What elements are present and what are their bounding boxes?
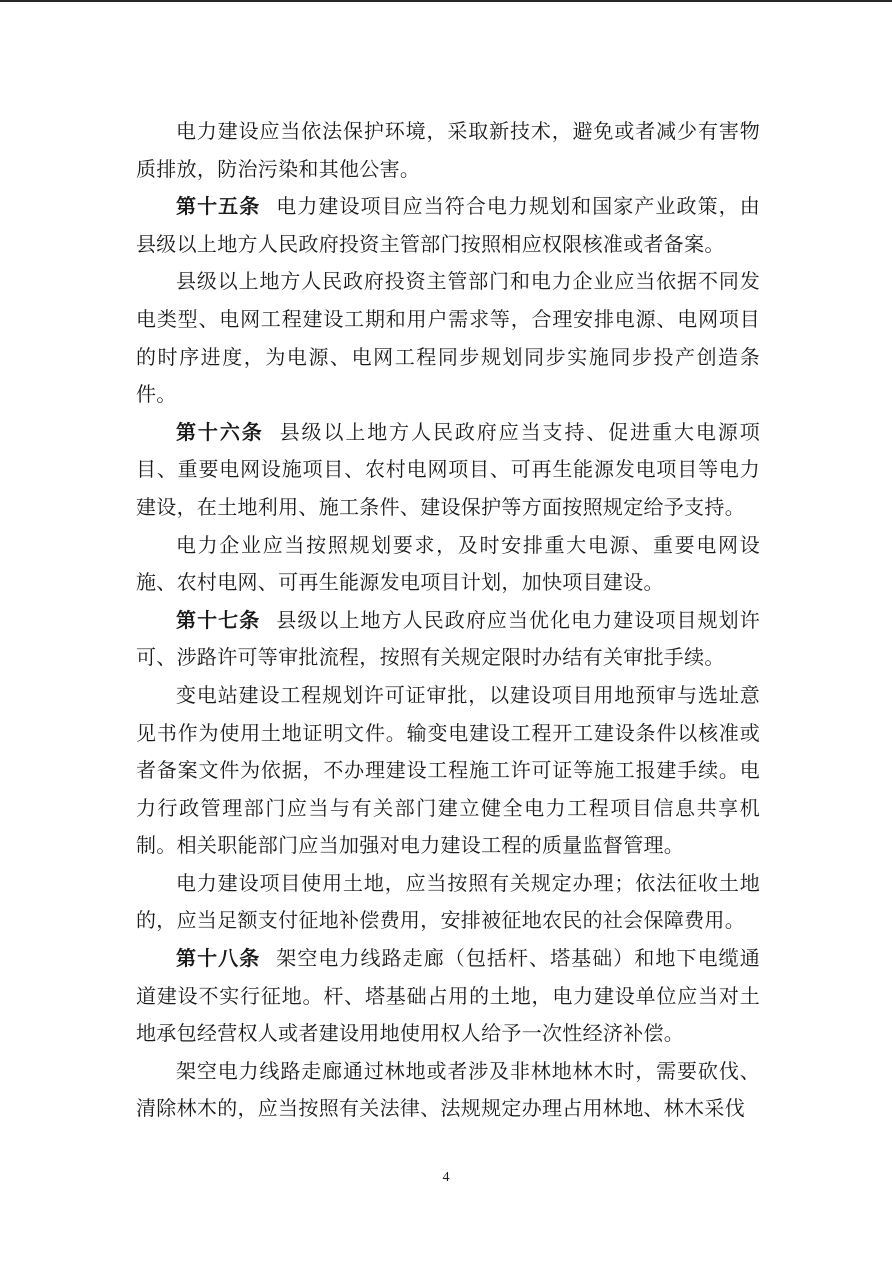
paragraph-text: 电力建设应当依法保护环境，采取新技术，避免或者减少有害物质排放，防治污染和其他公害。 — [136, 119, 760, 181]
paragraph-text: 变电站建设工程规划许可证审批，以建设项目用地预审与选址意见书作为使用土地证明文件。输变电建设工程开工建设条件以核准或者备案文件为依据，不办理建设工程施工许可证等施工报建手续。电力行政管理部门应当与有关部门建立健全电力工程项目信息共享机制。相关职能部门应当加强对电力建设工程的质量监督管理。 — [136, 682, 760, 858]
article-number: 第十七条 — [176, 607, 261, 632]
article-17 — [136, 602, 760, 677]
paragraph-land-use — [136, 865, 760, 940]
paragraph-text: 电力建设项目使用土地，应当按照有关规定办理；依法征收土地的，应当足额支付征地补偿费用，安排被征地农民的社会保障费用。 — [136, 870, 760, 933]
article-15 — [136, 188, 760, 263]
paragraph-text: 县级以上地方人民政府应当优化电力建设项目规划许可、涉路许可等审批流程，按照有关规定限时办结有关审批手续。 — [136, 607, 760, 670]
paragraph-environment — [136, 113, 760, 188]
page-number: 4 — [442, 1170, 450, 1185]
paragraph-text: 架空电力线路走廊通过林地或者涉及非林地林木时，需要砍伐、清除林木的，应当按照有关法律、法规规定办理占用林地、林木采伐 — [136, 1058, 760, 1121]
paragraph-text: 电力企业应当按照规划要求，及时安排重大电源、重要电网设施、农村电网、可再生能源发电项目计划，加快项目建设。 — [136, 532, 760, 595]
document-body — [136, 113, 760, 1128]
paragraph-forest-land — [136, 1053, 760, 1128]
article-number: 第十八条 — [176, 946, 261, 971]
article-number: 第十六条 — [176, 419, 264, 444]
article-18 — [136, 940, 760, 1053]
paragraph-scheduling — [136, 263, 760, 413]
paragraph-substation-approval — [136, 677, 760, 865]
paragraph-text: 架空电力线路走廊（包括杆、塔基础）和地下电缆通道建设不实行征地。杆、塔基础占用的土地，电力建设单位应当对土地承包经营权人或者建设用地使用权人给予一次性经济补偿。 — [136, 946, 760, 1046]
paragraph-text: 县级以上地方人民政府投资主管部门和电力企业应当依据不同发电类型、电网工程建设工期和用户需求等，合理安排电源、电网项目的时序进度，为电源、电网工程同步规划同步实施同步投产创造条件。 — [136, 269, 760, 407]
article-number: 第十五条 — [176, 194, 261, 219]
article-16 — [136, 414, 760, 527]
paragraph-enterprise-plan — [136, 527, 760, 602]
paragraph-text: 县级以上地方人民政府应当支持、促进重大电源项目、重要电网设施项目、农村电网项目、可再生能源发电项目等电力建设，在土地利用、施工条件、建设保护等方面按照规定给予支持。 — [136, 419, 760, 519]
top-border-line — [0, 0, 892, 2]
paragraph-text: 电力建设项目应当符合电力规划和国家产业政策，由县级以上地方人民政府投资主管部门按照相应权限核准或者备案。 — [136, 194, 760, 256]
